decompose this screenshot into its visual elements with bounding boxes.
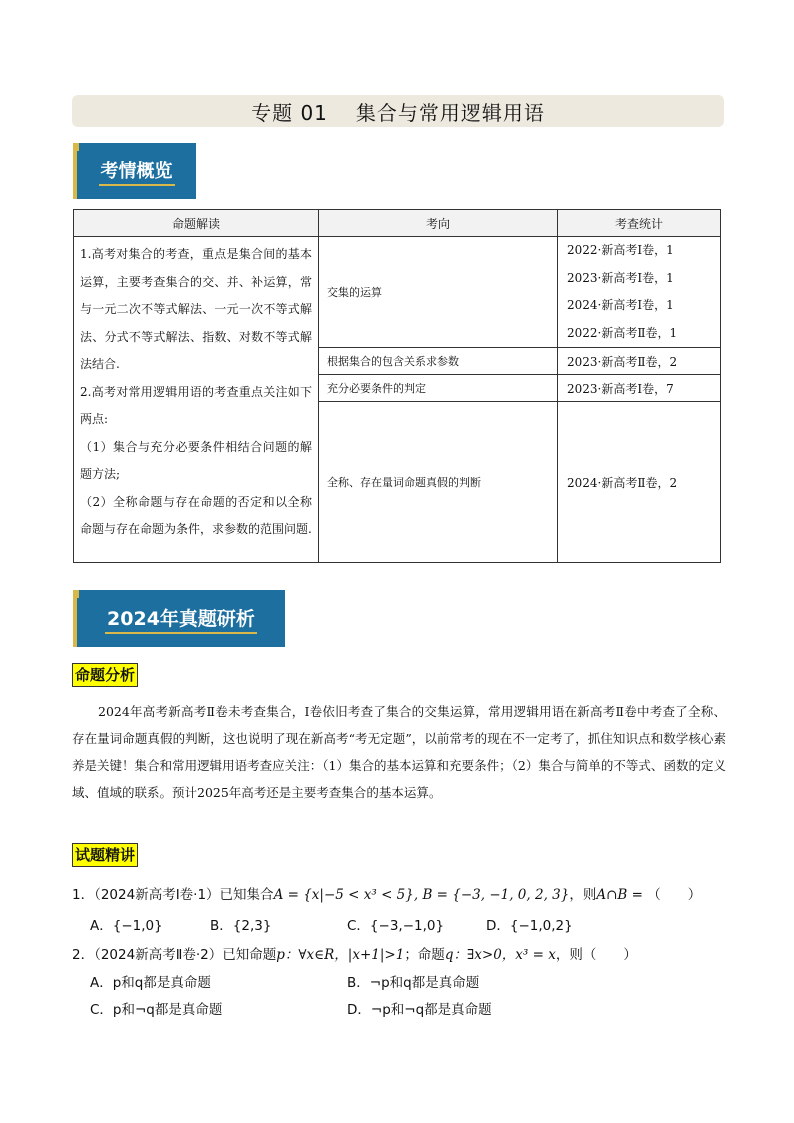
direction-cell: 交集的运算: [319, 237, 558, 348]
stat-entry: 2023·新高考Ⅱ卷，2: [558, 348, 721, 375]
title-number: 专题 01: [251, 100, 328, 125]
lecture-label: 试题精讲: [72, 843, 138, 867]
direction-cell: 充分必要条件的判定: [319, 375, 558, 402]
question-source: （2024新高考Ⅰ卷·1）已知集合: [94, 887, 274, 903]
interpretation-cell: [74, 237, 319, 563]
direction-cell: 根据集合的包含关系求参数: [319, 348, 558, 375]
question-ask: ，则: [569, 887, 597, 903]
summary-table: [73, 209, 721, 563]
desc-paragraph: 1.高考对集合的考查，重点是集合间的基本运算，主要考查集合的交、并、补运算，常与一元二次不等式解法、一元一次不等式解法、分式不等式解法、指数、对数不等式解法结合.: [80, 247, 312, 371]
question-end: ，则（ ）: [555, 947, 637, 963]
question-number: 2．: [72, 947, 95, 963]
question-mid: ；命题: [404, 947, 445, 963]
option-a: A．{−1,0}: [90, 918, 163, 934]
option-c: C．{−3,−1,0}: [347, 918, 445, 934]
direction-cell: 全称、存在量词命题真假的判断: [319, 402, 558, 563]
option-a: A．p和q都是真命题: [90, 975, 211, 991]
stat-entry: 2022·新高考Ⅱ卷，1: [567, 325, 678, 340]
analysis-label: 命题分析: [72, 663, 138, 687]
header-direction: 考向: [319, 210, 558, 237]
question-number: 1．: [72, 887, 95, 903]
stat-cell: [558, 237, 721, 348]
option-b: B．{2,3}: [210, 918, 272, 934]
question-2: [72, 943, 637, 963]
question-source: （2024新高考Ⅱ卷·2）已知命题: [94, 947, 277, 963]
table-row: [74, 237, 721, 348]
section-badge-overview: [73, 143, 196, 199]
intersection-expr: A∩B: [596, 887, 628, 903]
header-statistics: 考查统计: [558, 210, 721, 237]
stat-entry: 2024·新高考Ⅰ卷，1: [567, 298, 674, 312]
desc-paragraph: （1）集合与充分必要条件相结合问题的解题方法;: [80, 439, 312, 481]
stat-entry: 2024·新高考Ⅱ卷，2: [558, 402, 721, 563]
section-badge-analysis: [73, 590, 285, 647]
stat-entry: 2022·新高考Ⅰ卷，1: [567, 243, 674, 257]
title-topic: 集合与常用逻辑用语: [355, 100, 545, 125]
analysis-paragraph: 2024年高考新高考Ⅱ卷未考查集合，Ⅰ卷依旧考查了集合的交集运算，常用逻辑用语在新高考Ⅱ卷中考查了全称、存在量词命题真假的判断，这也说明了现在新高考“考无定题”，以前常考的现在不一定考了，抓住知识点和数学核心素养是关键！集合和常用逻辑用语考查应关注：（1）集合的基本运算和充要条件；（2）集合与简单的不等式、函数的定义域、值域的联系。预计2025年高考还是主要考查集合的基本运算。: [72, 704, 726, 800]
page-title: [72, 95, 724, 127]
table-header-row: [74, 210, 721, 237]
option-d: D．¬p和¬q都是真命题: [347, 1002, 492, 1018]
set-b: , B = {−3, −1, 0, 2, 3}: [413, 887, 570, 903]
section-title-overview: 考情概览: [99, 157, 175, 186]
proposition-q: q：∃x>0，x³ = x: [444, 947, 556, 963]
desc-paragraph: （2）全称命题与存在命题的否定和以全称命题与存在命题为条件，求参数的范围问题.: [80, 494, 312, 536]
section-title-analysis: 2024年真题研析: [105, 604, 257, 634]
set-a: A = {x|−5 < x³ < 5}: [273, 887, 414, 903]
stat-entry: 2023·新高考Ⅰ卷，7: [558, 375, 721, 402]
option-b: B．¬p和q都是真命题: [347, 975, 480, 991]
desc-paragraph: 2.高考对常用逻辑用语的考查重点关注如下两点:: [80, 384, 312, 426]
question-end: = （ ）: [627, 887, 702, 903]
option-d: D．{−1,0,2}: [486, 918, 573, 934]
proposition-p: p：∀x∈R，|x+1|>1: [276, 947, 405, 963]
stat-entry: 2023·新高考Ⅰ卷，1: [567, 270, 674, 285]
header-interpretation: 命题解读: [74, 210, 319, 237]
question-1: [72, 883, 701, 903]
option-c: C．p和¬q都是真命题: [90, 1002, 223, 1018]
